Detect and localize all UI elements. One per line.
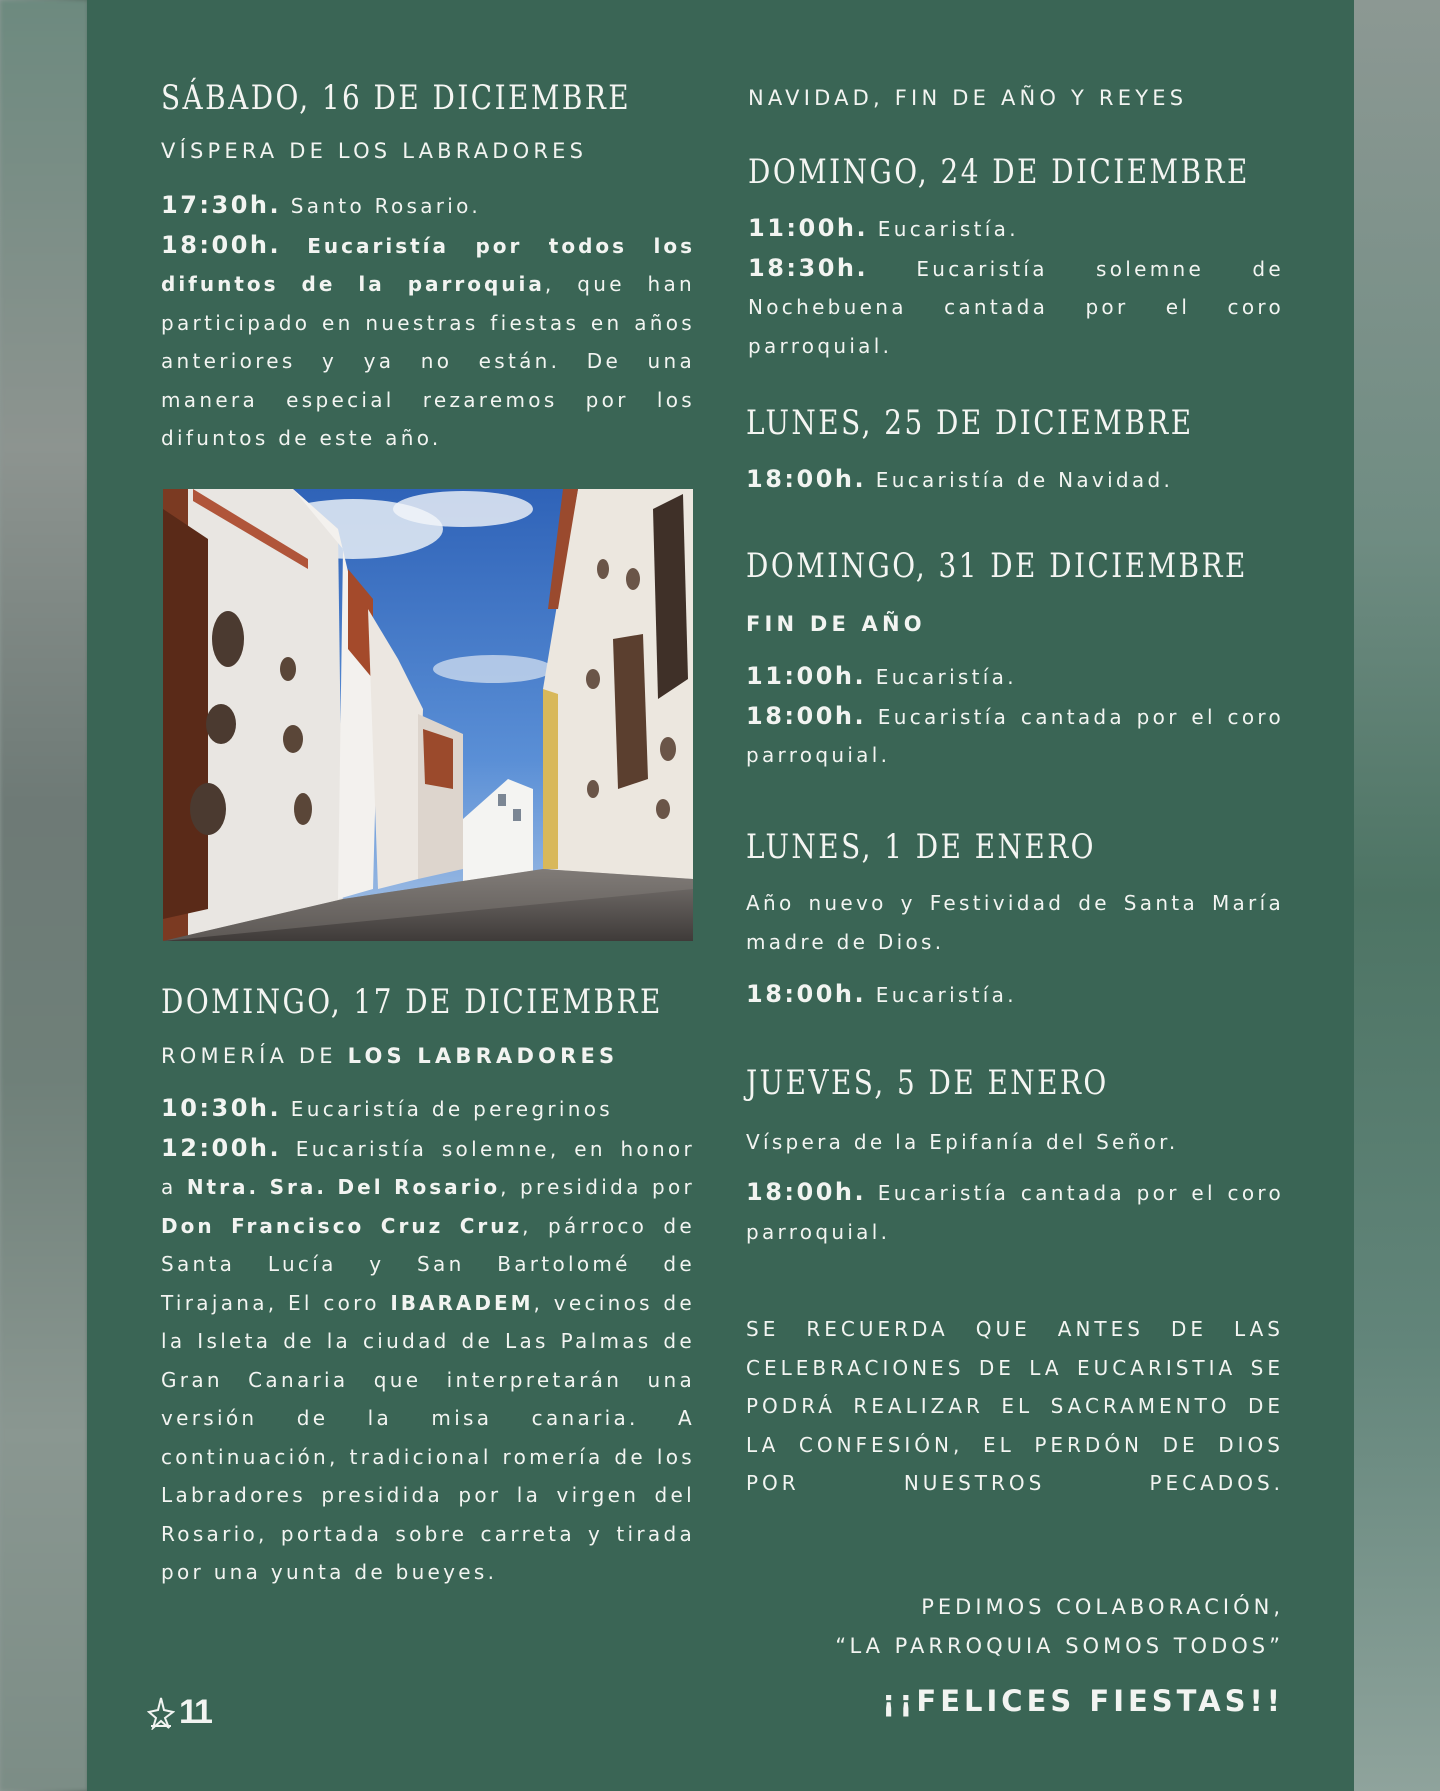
day-title-jueves-5: JUEVES, 5 DE ENERO bbox=[746, 1063, 1109, 1103]
schedule-domingo-17 bbox=[161, 1089, 695, 1592]
time-label: 18:00h. bbox=[746, 1178, 867, 1206]
event-text: , vecinos de la Isleta de la ciudad de Las Palmas de Gran Canaria que interpretarán una versión de la misa canaria. A continuación, tradicional romería de los Labradores presidida por la virgen del Rosario, portada sobre carreta y tirada por una yunta de bueyes. bbox=[161, 1290, 695, 1584]
event-text: , presidida por bbox=[500, 1175, 695, 1199]
day-title-domingo-24: DOMINGO, 24 DE DICIEMBRE bbox=[748, 152, 1250, 192]
day-title-lunes-1: LUNES, 1 DE ENERO bbox=[746, 827, 1096, 867]
schedule-lunes-1 bbox=[746, 975, 1284, 1015]
event-text: Eucaristía solemne de Nochebuena cantada por el coro parroquial. bbox=[748, 256, 1284, 358]
schedule-domingo-31 bbox=[746, 657, 1284, 775]
event-text: Santo Rosario. bbox=[290, 194, 481, 218]
felices-fiestas: ¡¡FELICES FIESTAS!! bbox=[881, 1684, 1284, 1718]
event-text: Eucaristía de peregrinos bbox=[290, 1097, 614, 1121]
schedule-sabado bbox=[161, 186, 695, 458]
subtitle-romeria bbox=[161, 1044, 618, 1068]
day-title-lunes-25: LUNES, 25 DE DICIEMBRE bbox=[746, 403, 1194, 443]
description-jueves-5: Víspera de la Epifanía del Señor. bbox=[746, 1130, 1179, 1154]
background-blur-left bbox=[0, 0, 88, 1791]
street-photo-illustration bbox=[163, 489, 693, 941]
event-text: Eucaristía. bbox=[875, 983, 1017, 1007]
event-text: Eucaristía cantada por el coro parroquial. bbox=[746, 704, 1284, 767]
time-label: 18:00h. bbox=[161, 230, 282, 259]
page-number bbox=[147, 1693, 211, 1732]
event-text: , que han participado en nuestras fiestas en años anteriores y ya no están. De una manera especial rezaremos por los difuntos de este año. bbox=[161, 272, 695, 450]
collaboration-line-2: “LA PARROQUIA SOMOS TODOS” bbox=[835, 1634, 1284, 1658]
section-header: NAVIDAD, FIN DE AÑO Y REYES bbox=[748, 86, 1188, 110]
day-title-domingo-17: DOMINGO, 17 DE DICIEMBRE bbox=[161, 982, 663, 1022]
description-lunes-1: Año nuevo y Festividad de Santa María madre de Dios. bbox=[746, 891, 1284, 954]
confession-reminder: SE RECUERDA QUE ANTES DE LAS CELEBRACIONES DE LA EUCARISTIA SE PODRÁ REALIZAR EL SACRAMENTO DE LA CONFESIÓN, EL PERDÓN DE DIOS POR NUESTROS PECADOS. bbox=[746, 1317, 1284, 1495]
subtitle-vispera bbox=[161, 139, 587, 163]
collaboration-line-1: PEDIMOS COLABORACIÓN, bbox=[921, 1595, 1284, 1619]
star-logo-icon bbox=[147, 1696, 175, 1730]
day-title-sabado-16: SÁBADO, 16 DE DICIEMBRE bbox=[161, 78, 632, 118]
event-text: Eucaristía cantada por el coro parroquial. bbox=[746, 1181, 1284, 1244]
time-label: 12:00h. bbox=[161, 1133, 282, 1162]
background-blur-right bbox=[1354, 0, 1440, 1791]
subtitle-text-bold: LOS LABRADORES bbox=[347, 1044, 619, 1068]
time-label: 11:00h. bbox=[746, 662, 867, 690]
schedule-lunes-25 bbox=[746, 460, 1282, 500]
bulletin-page bbox=[87, 0, 1354, 1791]
time-label: 18:00h. bbox=[746, 701, 867, 730]
time-label: 18:00h. bbox=[746, 465, 867, 493]
event-text: Eucaristía. bbox=[877, 217, 1019, 241]
time-label: 11:00h. bbox=[748, 214, 869, 242]
subtitle-text: ROMERÍA DE bbox=[161, 1044, 348, 1068]
event-text-bold: Eucaristía por todos los difuntos de la parroquia bbox=[161, 233, 695, 296]
time-label: 17:30h. bbox=[161, 191, 282, 219]
event-text: Eucaristía. bbox=[875, 665, 1017, 689]
page-number-text: 11 bbox=[179, 1693, 211, 1731]
time-label: 18:00h. bbox=[746, 980, 867, 1008]
subtitle-fin-de-ano: FIN DE AÑO bbox=[746, 612, 926, 636]
street-photo bbox=[163, 489, 693, 941]
time-label: 10:30h. bbox=[161, 1094, 282, 1122]
event-text: Eucaristía de Navidad. bbox=[875, 468, 1174, 492]
day-title-domingo-31: DOMINGO, 31 DE DICIEMBRE bbox=[746, 546, 1248, 586]
event-text-bold: Ntra. Sra. Del Rosario bbox=[186, 1175, 501, 1199]
subtitle-text: VÍSPERA DE LOS LABRADORES bbox=[161, 139, 588, 163]
event-text: Eucaristía solemne, en honor a bbox=[161, 1136, 695, 1199]
event-text-bold: Don Francisco Cruz Cruz bbox=[161, 1213, 523, 1238]
event-text: , párroco de Santa Lucía y San Bartolomé de Tirajana, El coro bbox=[161, 1213, 696, 1315]
schedule-jueves-5 bbox=[746, 1173, 1284, 1251]
time-label: 18:30h. bbox=[748, 253, 869, 282]
schedule-domingo-24 bbox=[748, 209, 1284, 365]
event-text-bold: IBARADEM bbox=[390, 1290, 534, 1315]
